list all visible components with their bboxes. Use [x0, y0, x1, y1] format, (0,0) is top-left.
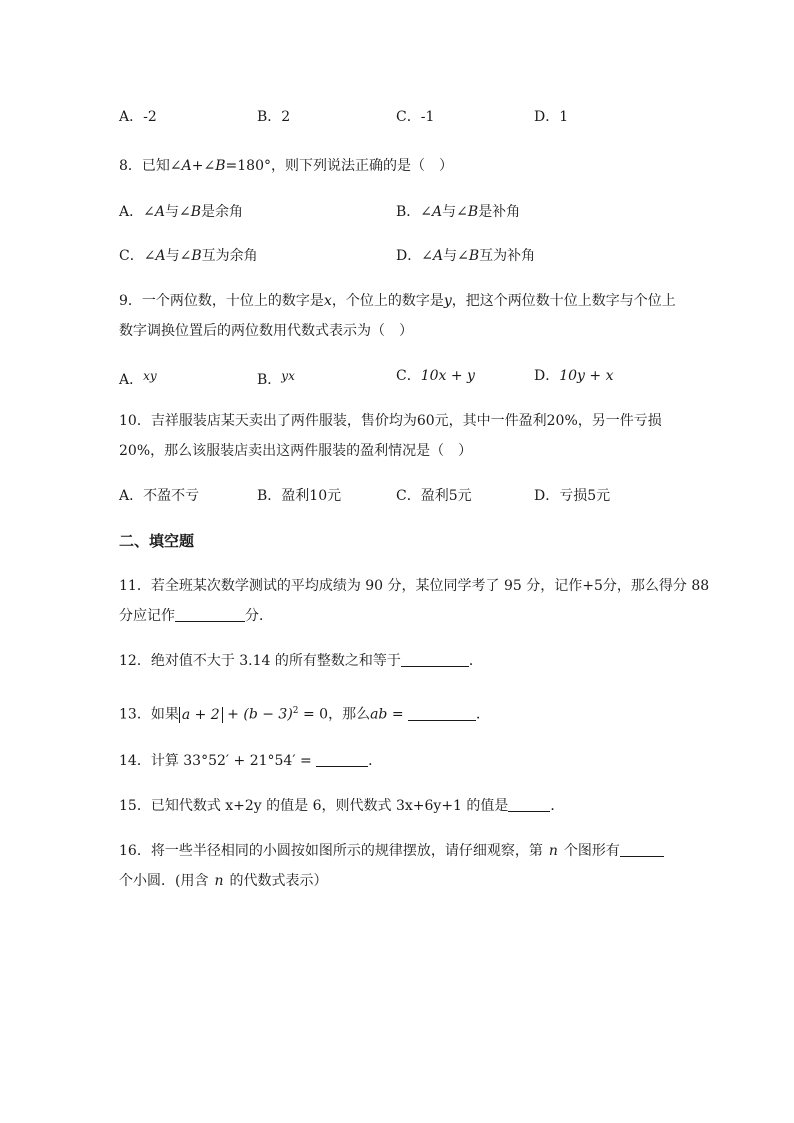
q14-stem [119, 751, 382, 771]
q10-option-b[interactable]: B．盈利10元 [257, 488, 342, 504]
q13-abs-expression: a + 2 [179, 707, 223, 723]
q13-exponent: 2 [292, 706, 299, 716]
q7-option-b[interactable]: B．2 [257, 109, 291, 125]
q11-stem-text: 分应记作 [119, 608, 175, 624]
q8-option-c-var-b: B [191, 248, 202, 264]
q13-plus: + [222, 706, 244, 723]
q16-stem-part1: 16．将一些半径相同的小圆按如图所示的规律摆放，请仔细观察，第 [119, 843, 543, 859]
q8-var-a: A [181, 158, 192, 174]
q9-option-a[interactable] [119, 366, 157, 390]
q14-stem-tail: ． [368, 753, 383, 769]
q9-option-b[interactable] [257, 366, 295, 390]
q13-var-ab: ab [370, 706, 388, 723]
q8-option-a-prefix: A．∠ [119, 204, 155, 220]
q9-stem-line1 [119, 291, 676, 311]
q8-option-a-var-b: B [190, 204, 201, 220]
q16-stem-part3: 个小圆．(用含 [119, 873, 209, 889]
q13-tail: ． [476, 706, 491, 723]
q8-stem-tail: =180°，则下列说法正确的是（ ） [225, 158, 453, 174]
q16-var-n: n [548, 843, 558, 859]
q8-option-b-suffix: 是补角 [478, 204, 521, 220]
q14-stem-text: 14．计算 33°52′ + 21°54′ = [119, 753, 317, 769]
q16-stem-part4: 的代数式表示） [229, 873, 328, 889]
q8-option-b-var-a: A [432, 204, 443, 220]
q13-equals-zero: = 0，那么 [298, 706, 371, 723]
q9-option-b-label: B． [257, 372, 282, 388]
q8-var-b: B [215, 158, 226, 174]
q8-option-b-mid: 与∠ [442, 204, 468, 220]
q8-option-d-mid: 与∠ [443, 248, 469, 264]
q10-option-a[interactable]: A．不盈不亏 [119, 488, 200, 504]
q8-plus: +∠ [191, 158, 216, 174]
q12-stem-text: 12．绝对值不大于 3.14 的所有整数之和等于 [119, 653, 401, 669]
q16-answer-blank[interactable] [620, 842, 664, 857]
q7-option-a[interactable]: A．-2 [119, 109, 157, 125]
q10-stem-line1: 10．吉祥服装店某天卖出了两件服装，售价均为60元，其中一件盈利20%，另一件亏损 [119, 413, 662, 429]
q15-answer-blank[interactable] [508, 797, 550, 812]
q8-option-b-prefix: B．∠ [396, 204, 433, 220]
q8-option-d-var-a: A [432, 248, 444, 264]
q9-stem-part2: ，个位上的数字是 [331, 293, 444, 309]
q8-option-c-mid: 与∠ [165, 248, 192, 264]
q16-stem-line1 [119, 841, 664, 861]
q9-stem-part3: ，把这个两位数十位上数字与个位上 [451, 293, 676, 309]
q8-option-c-var-a: A [155, 248, 166, 264]
q12-answer-blank[interactable] [401, 652, 469, 667]
q9-var-x: x [323, 293, 332, 309]
q16-stem-line2 [119, 871, 328, 891]
q8-stem [119, 156, 453, 176]
q11-answer-blank[interactable] [175, 607, 245, 622]
q8-option-c-suffix: 互为余角 [201, 248, 258, 264]
q9-option-d-value: 10y + x [559, 368, 614, 384]
q8-stem-text: 8．已知∠ [119, 158, 182, 174]
q13-paren-expression: (b − 3) [243, 706, 293, 723]
q14-answer-blank[interactable] [316, 752, 368, 767]
q9-option-b-value: yx [281, 369, 295, 383]
q11-stem-line1: 11．若全班某次数学测试的平均成绩为 90 分，某位同学考了 95 分，记作+5分，那么得分 88 [119, 578, 710, 594]
q8-option-b-var-b: B [467, 204, 479, 220]
q15-stem-text: 15．已知代数式 x+2y 的值是 6，则代数式 3x+6y+1 的值是 [119, 798, 509, 814]
section-title-fill-in: 二、填空题 [119, 532, 195, 550]
q9-option-c-label: C． [396, 368, 421, 384]
q9-stem-part1: 9．一个两位数，十位上的数字是 [119, 293, 324, 309]
q8-option-d[interactable] [396, 246, 535, 266]
q9-option-a-label: A． [119, 372, 144, 388]
q7-option-d[interactable]: D．1 [534, 109, 569, 125]
q15-stem [119, 796, 564, 816]
q12-stem-tail: ． [468, 653, 483, 669]
q8-option-d-prefix: D．∠ [396, 248, 433, 264]
q8-option-c-prefix: C．∠ [119, 248, 156, 264]
q12-stem [119, 651, 483, 671]
q15-stem-tail: ． [550, 798, 565, 814]
q9-stem-line2: 数字调换位置后的两位数用代数式表示为（ ） [119, 323, 413, 339]
q9-option-c[interactable] [396, 366, 475, 386]
q8-option-d-suffix: 互为补角 [479, 248, 536, 264]
q13-answer-blank[interactable] [408, 706, 476, 721]
q8-option-d-var-b: B [468, 248, 480, 264]
q8-option-b[interactable] [396, 202, 520, 222]
q11-stem-line2 [119, 606, 273, 626]
q9-option-c-value: 10x + y [420, 368, 475, 384]
q10-option-d[interactable]: D．亏损5元 [534, 488, 611, 504]
q8-option-c[interactable] [119, 246, 258, 266]
q13-equals: = [387, 706, 409, 723]
q9-option-d[interactable] [534, 366, 613, 386]
q9-option-d-label: D． [534, 368, 560, 384]
q10-stem-line2: 20%，那么该服装店卖出这两件服装的盈利情况是（ ） [119, 443, 473, 459]
q10-option-c[interactable]: C．盈利5元 [396, 488, 472, 504]
q13-prefix: 13．如果 [119, 706, 179, 723]
q8-option-a-var-a: A [154, 204, 165, 220]
q9-var-y: y [443, 293, 452, 309]
q16-stem-part2: 个图形有 [563, 843, 620, 859]
q7-option-c[interactable]: C．-1 [396, 109, 435, 125]
q8-option-a-suffix: 是余角 [201, 204, 243, 220]
q9-option-a-value: xy [143, 369, 157, 383]
q11-stem-tail: 分． [245, 608, 273, 624]
q13-stem [119, 701, 490, 725]
q8-option-a[interactable] [119, 202, 243, 222]
q8-option-a-mid: 与∠ [164, 204, 191, 220]
q16-var-n-2: n [214, 873, 224, 889]
